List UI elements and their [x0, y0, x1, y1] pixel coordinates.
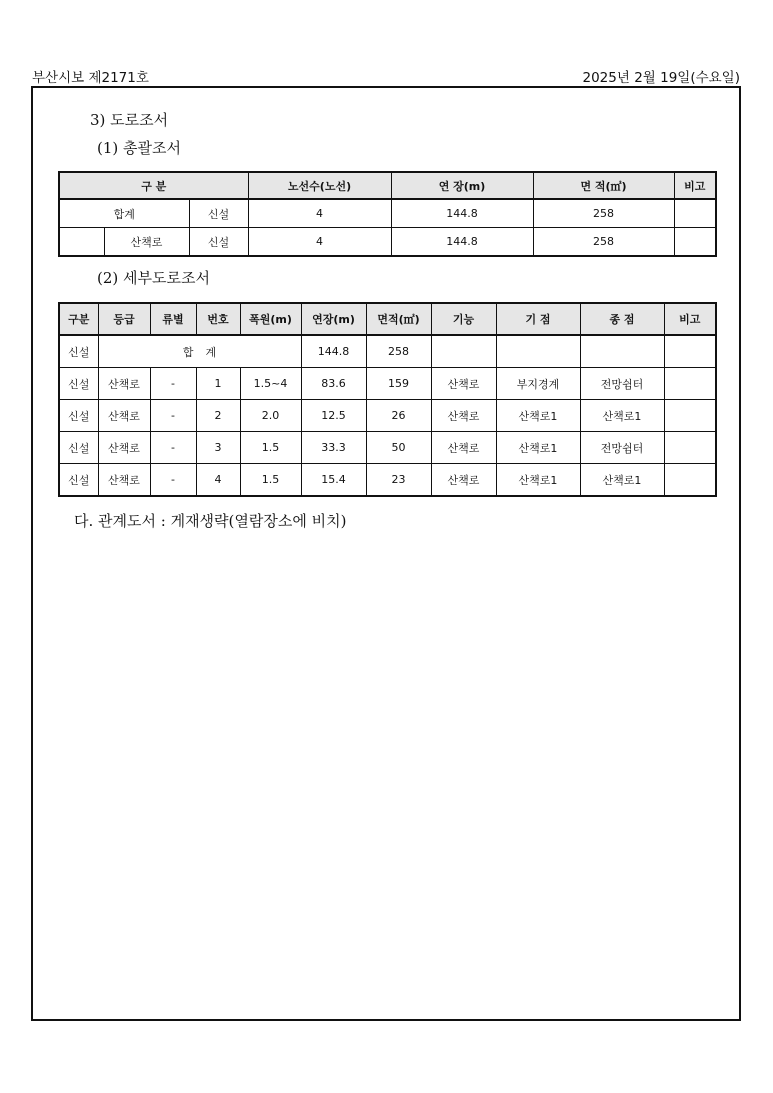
total-label-2: 계 [205, 345, 217, 359]
detail-cell-length: 33.3 [301, 432, 366, 464]
detail-cell-end [580, 335, 664, 368]
detail-cell-width: 1.5 [240, 432, 301, 464]
detail-header-row [59, 303, 716, 335]
publication-date: 2025년 2월 19일(수요일) [582, 70, 740, 86]
detail-cell-no: 1 [196, 368, 240, 400]
detail-cell-start: 산책로1 [496, 432, 580, 464]
detail-cell-class: - [150, 400, 196, 432]
detail-cell-end: 산책로1 [580, 400, 664, 432]
detail-cell-class: - [150, 432, 196, 464]
summary-cell-label: 산책로 [104, 228, 189, 257]
detail-row [59, 464, 716, 497]
detail-cell-length: 12.5 [301, 400, 366, 432]
detail-cell-function: 산책로 [431, 400, 496, 432]
detail-row [59, 432, 716, 464]
detail-header-area: 면적(㎡) [366, 303, 431, 335]
summary-cell-length: 144.8 [391, 199, 533, 228]
detail-cell-class: - [150, 368, 196, 400]
detail-cell-start: 부지경계 [496, 368, 580, 400]
publication-title: 부산시보 제2171호 [32, 70, 149, 86]
detail-cell-length: 83.6 [301, 368, 366, 400]
detail-header-start: 기 점 [496, 303, 580, 335]
detail-header-remark: 비고 [664, 303, 716, 335]
detail-cell-start [496, 335, 580, 368]
detail-cell-type: 신설 [59, 335, 98, 368]
summary-row-total [59, 199, 716, 228]
detail-cell-type: 신설 [59, 464, 98, 497]
detail-cell-grade: 산책로 [98, 368, 150, 400]
summary-cell-routes: 4 [248, 199, 391, 228]
detail-cell-function: 산책로 [431, 368, 496, 400]
summary-header-category: 구 분 [59, 172, 248, 199]
detail-cell-end: 산책로1 [580, 464, 664, 497]
detail-cell-start: 산책로1 [496, 464, 580, 497]
detail-cell-total-label [98, 335, 301, 368]
detail-header-length: 연장(m) [301, 303, 366, 335]
detail-header-width: 폭원(m) [240, 303, 301, 335]
summary-cell-label: 합계 [59, 199, 189, 228]
detail-cell-grade: 산책로 [98, 464, 150, 497]
summary-cell-remark [674, 199, 716, 228]
detail-cell-no: 3 [196, 432, 240, 464]
detail-cell-function [431, 335, 496, 368]
detail-cell-remark [664, 432, 716, 464]
detail-cell-type: 신설 [59, 368, 98, 400]
detail-cell-function: 산책로 [431, 432, 496, 464]
detail-table [58, 302, 717, 497]
detail-header-type: 구분 [59, 303, 98, 335]
detail-cell-no: 4 [196, 464, 240, 497]
detail-heading: (2) 세부도로조서 [97, 269, 210, 287]
summary-cell-area: 258 [533, 199, 674, 228]
detail-header-end: 종 점 [580, 303, 664, 335]
detail-cell-class: - [150, 464, 196, 497]
detail-cell-no: 2 [196, 400, 240, 432]
summary-cell-length: 144.8 [391, 228, 533, 257]
summary-header-length: 연 장(m) [391, 172, 533, 199]
detail-cell-remark [664, 368, 716, 400]
detail-cell-area: 26 [366, 400, 431, 432]
detail-cell-width: 1.5~4 [240, 368, 301, 400]
detail-cell-start: 산책로1 [496, 400, 580, 432]
summary-cell-type: 신설 [189, 228, 248, 257]
detail-header-function: 기능 [431, 303, 496, 335]
detail-header-grade: 등급 [98, 303, 150, 335]
detail-cell-length: 144.8 [301, 335, 366, 368]
detail-cell-end: 전망쉼터 [580, 368, 664, 400]
total-label-1: 합 [182, 345, 206, 359]
summary-header-area: 면 적(㎡) [533, 172, 674, 199]
detail-row-total [59, 335, 716, 368]
detail-cell-grade: 산책로 [98, 432, 150, 464]
detail-cell-area: 23 [366, 464, 431, 497]
detail-cell-type: 신설 [59, 400, 98, 432]
summary-table [58, 171, 717, 257]
summary-row-trail [59, 228, 716, 257]
detail-cell-area: 50 [366, 432, 431, 464]
detail-cell-area: 159 [366, 368, 431, 400]
detail-cell-width: 2.0 [240, 400, 301, 432]
related-documents-note: 다. 관계도서 : 게재생략(열람장소에 비치) [74, 512, 347, 530]
detail-row [59, 400, 716, 432]
summary-cell-type: 신설 [189, 199, 248, 228]
summary-cell-area: 258 [533, 228, 674, 257]
detail-cell-remark [664, 400, 716, 432]
summary-cell-routes: 4 [248, 228, 391, 257]
summary-cell-indent [59, 228, 104, 257]
detail-header-no: 번호 [196, 303, 240, 335]
summary-header-row [59, 172, 716, 199]
summary-heading: (1) 총괄조서 [97, 139, 181, 157]
detail-cell-end: 전망쉼터 [580, 432, 664, 464]
detail-cell-grade: 산책로 [98, 400, 150, 432]
section-heading: 3) 도로조서 [90, 111, 169, 129]
detail-cell-width: 1.5 [240, 464, 301, 497]
detail-cell-function: 산책로 [431, 464, 496, 497]
summary-header-routes: 노선수(노선) [248, 172, 391, 199]
detail-cell-remark [664, 464, 716, 497]
detail-cell-remark [664, 335, 716, 368]
detail-cell-length: 15.4 [301, 464, 366, 497]
detail-header-class: 류별 [150, 303, 196, 335]
summary-header-remark: 비고 [674, 172, 716, 199]
detail-row [59, 368, 716, 400]
detail-cell-type: 신설 [59, 432, 98, 464]
summary-cell-remark [674, 228, 716, 257]
detail-cell-area: 258 [366, 335, 431, 368]
